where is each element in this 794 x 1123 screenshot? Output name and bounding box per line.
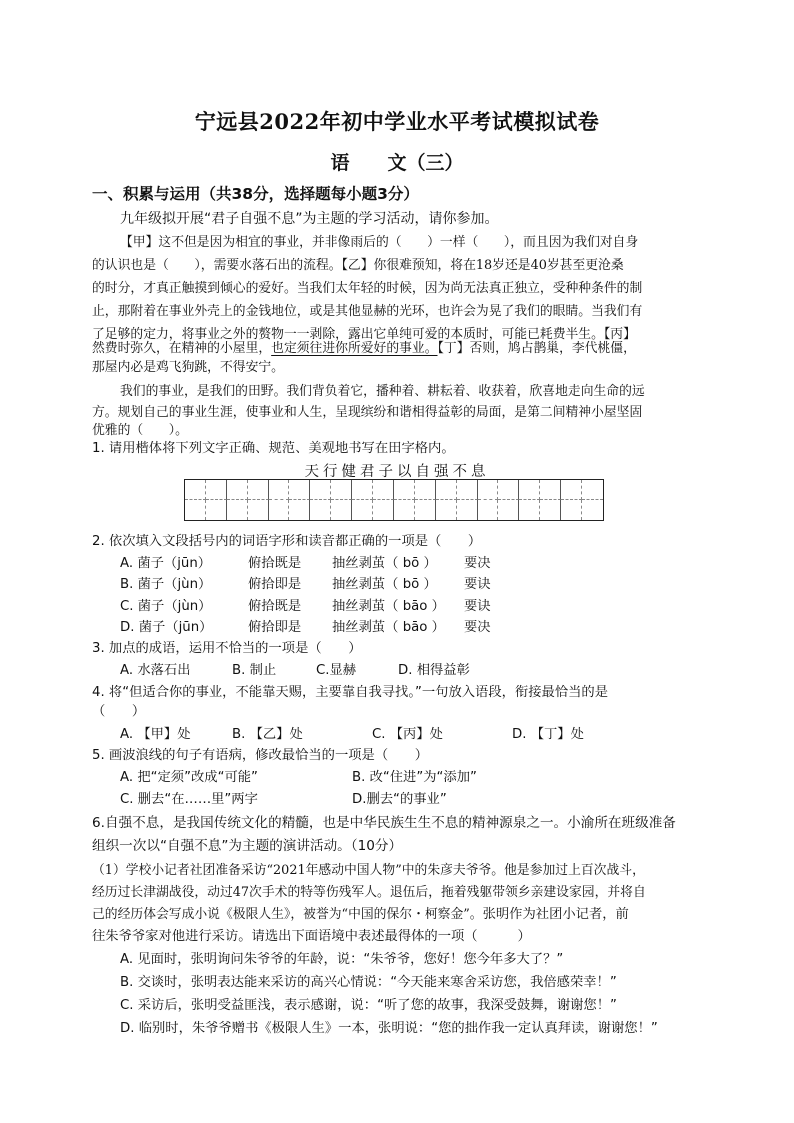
grid-cell[interactable] [540,480,561,500]
question-4-stem: 4. 将“但适合你的事业，不能靠天赐，主要靠自我寻找。”一句放入语段，衔接最恰当的是 [92,685,609,700]
passage-line [92,337,636,356]
q3-option-d[interactable]: D. 相得益彰 [398,663,470,678]
grid-cell[interactable] [519,480,540,500]
q2-option-term: 要诀 [464,577,491,593]
q4-option-b[interactable]: B. 【乙】处 [232,727,303,742]
grid-cell[interactable] [206,480,227,500]
grid-cell[interactable] [310,480,331,500]
q2-option-term: 抽丝剥茧（ bāo ） [332,598,445,614]
q6-paragraph: 往朱爷爷家对他进行采访。请选出下面语境中表述最得体的一项（ ） [92,929,531,944]
q4-option-c[interactable]: C. 【丙】处 [372,727,443,742]
intro-text: 九年级拟开展“君子自强不息”为主题的学习活动，请你参加。 [120,211,499,227]
grid-cell[interactable] [227,480,248,500]
grid-cell[interactable] [394,500,415,520]
q2-option[interactable]: D. 菌子（jūn） [120,619,213,635]
passage-segment: 然费时弥久，在精神的小屋里， [92,341,272,356]
q2-option[interactable]: C. 菌子（jùn） [120,598,212,614]
q2-option-term: 抽丝剥茧（ bāo ） [332,619,445,635]
q6-option-d[interactable]: D. 临别时，朱爷爷赠书《极限人生》一本，张明说：“您的拙作我一定认真拜读，谢谢您！” [120,1021,658,1036]
grid-cell[interactable] [269,480,290,500]
grid-cell[interactable] [248,500,269,520]
grid-cell[interactable] [540,500,561,520]
q6-paragraph [92,903,629,922]
grid-cell[interactable] [206,500,227,520]
grid-cell[interactable] [373,480,394,500]
question-5-stem: 5. 画波浪线的句子有语病，修改最恰当的一项是（ ） [92,748,429,763]
question-3-stem: 3. 加点的成语，运用不恰当的一项是（ ） [92,641,362,656]
question-2-stem: 2. 依次填入文段括号内的词语字形和读音都正确的一项是（ ） [92,534,482,549]
grid-cell[interactable] [331,500,352,520]
grid-cell[interactable] [289,480,310,500]
passage-line: 方。规划自己的事业生涯，使事业和人生，呈现缤纷和谐相得益彰的局面，是第二间精神小屋坚固 [92,405,643,420]
grid-cell[interactable] [498,500,519,520]
grid-cell[interactable] [289,500,310,520]
passage-line: 的认识也是（ ），需要水落石出的流程。【乙】你很难预知，将在18岁还是40岁甚至更沧桑 [92,258,624,273]
wavy-line-sentence: 也定须往进你所爱好的事业。 [271,341,438,356]
grid-cell[interactable] [394,480,415,500]
q6-option-c[interactable]: C. 采访后，张明受益匪浅，表示感谢，说：“听了您的故事，我深受鼓舞，谢谢您！” [120,998,617,1013]
question-6-line1: 6.自强不息，是我国传统文化的精髓，也是中华民族生生不息的精神源泉之一。小渝所在班级准备 [92,815,676,831]
q3-option-a[interactable]: A. 水落石出 [120,663,191,678]
question-4-stem-cont: （ ） [92,704,146,719]
passage-line: 【甲】这不但是因为相宜的事业，并非像雨后的（ ）一样（ ），而且因为我们对自身 [120,235,639,250]
q2-option-term: 要决 [464,619,491,635]
q5-option-d[interactable]: D.删去“的事业” [352,792,447,807]
grid-cell[interactable] [227,500,248,520]
grid-cell[interactable] [561,500,582,520]
grid-cell[interactable] [457,480,478,500]
q2-option-term: 俯拾即是 [248,577,302,593]
q6-paragraph: （1）学校小记者社团准备采访“2021年感动中国人物”中的朱彦夫爷爷。他是参加过上百次战斗， [92,863,645,878]
grid-cell[interactable] [519,500,540,520]
exam-subtitle: 语 文（三） [330,152,464,174]
passage-line: 我们的事业，是我们的田野。我们背负着它，播种着、耕耘着、收获着，欣喜地走向生命的远 [120,384,645,399]
grid-cell[interactable] [478,500,499,520]
q2-option-term: 俯拾既是 [248,598,302,614]
exam-title: 宁远县2022年初中学业水平考试模拟试卷 [194,109,600,134]
grid-cell[interactable] [436,480,457,500]
q2-option-term: 俯拾既是 [248,556,302,571]
grid-cell[interactable] [436,500,457,520]
grid-cell[interactable] [310,500,331,520]
grid-cell[interactable] [582,500,603,520]
grid-cell[interactable] [331,480,352,500]
q3-option-c[interactable]: C.显赫 [316,663,357,678]
q2-option[interactable]: A. 菌子（jūn） [120,556,212,571]
grid-cell[interactable] [415,480,436,500]
q6-paragraph: 经历过长津湖战役，动过47次手术的特等伤残军人。退伍后，拖着残躯带领乡亲建设家园，并将自 [92,885,646,900]
grid-cell[interactable] [457,500,478,520]
grid-cell[interactable] [352,480,373,500]
q6-option-b[interactable]: B. 交谈时，张明表达能来采访的高兴心情说：“今天能来寒舍采访您，我倍感荣幸！” [120,975,617,990]
q5-option-a[interactable]: A. 把“定须”改成“可能” [120,770,258,785]
passage-line: 的时分，才真正触摸到倾心的爱好。当我们太年轻的时候，因为尚无法真正独立，受种种条件的制 [92,281,643,296]
grid-text: 天行健君子以自强不息 [304,464,490,480]
grid-cell[interactable] [498,480,519,500]
q5-option-b[interactable]: B. 改“住进”为“添加” [352,770,477,785]
question-6-line2: 组织一次以“自强不息”为主题的演讲活动。（10分） [92,838,403,854]
grid-cell[interactable] [185,500,206,520]
grid-cell[interactable] [415,500,436,520]
grid-cell[interactable] [561,480,582,500]
passage-line: 止，那附着在事业外壳上的金钱地位，或是其他显赫的光环，也许会为晃了我们的眼睛。当我们有 [92,304,643,319]
passage-line: 了足够的定力，将事业之外的赘物一一剥除，露出它单纯可爱的本质时，可能已耗费半生。【丙】 [92,327,636,342]
q4-option-d[interactable]: D. 【丁】处 [512,727,584,742]
tianzige-grid[interactable] [184,479,604,521]
grid-cell[interactable] [248,480,269,500]
q6-option-a[interactable]: A. 见面时，张明询问朱爷爷的年龄，说：“朱爷爷，您好！您今年多大了？” [120,952,564,967]
q2-option-term: 抽丝剥茧（ bō ） [332,577,437,593]
passage-segment: 【丁】否则，鸠占鹊巢，李代桃僵， [437,341,636,356]
grid-cell[interactable] [478,480,499,500]
grid-cell[interactable] [352,500,373,520]
passage-line: 优雅的（ ）。 [92,423,188,438]
q6-segment: 己的经历体会写成小说《极限人生》，被誉为“中国的保尔・柯察金”。 [92,907,483,922]
q2-option-term: 要诀 [464,598,491,614]
grid-cell[interactable] [373,500,394,520]
q2-option[interactable]: B. 菌子（jùn） [120,577,212,593]
grid-cell[interactable] [269,500,290,520]
section-heading: 一、积累与运用（共38分，选择题每小题3分） [92,185,419,203]
grid-cell[interactable] [582,480,603,500]
q6-segment: 张明作为社团小记者，前 [482,907,629,922]
q3-option-b[interactable]: B. 制止 [232,663,277,678]
question-1: 1. 请用楷体将下列文字正确、规范、美观地书写在田字格内。 [92,441,455,456]
q5-option-c[interactable]: C. 删去“在……里”两字 [120,792,258,807]
grid-cell[interactable] [185,480,206,500]
q4-option-a[interactable]: A. 【甲】处 [120,727,191,742]
q2-option-term: 俯拾即是 [248,619,302,635]
passage-line: 那屋内必是鸡飞狗跳，不得安宁。 [92,360,284,375]
q2-option-term: 要决 [464,556,491,571]
q2-option-term: 抽丝剥茧（ bō ） [332,556,437,571]
